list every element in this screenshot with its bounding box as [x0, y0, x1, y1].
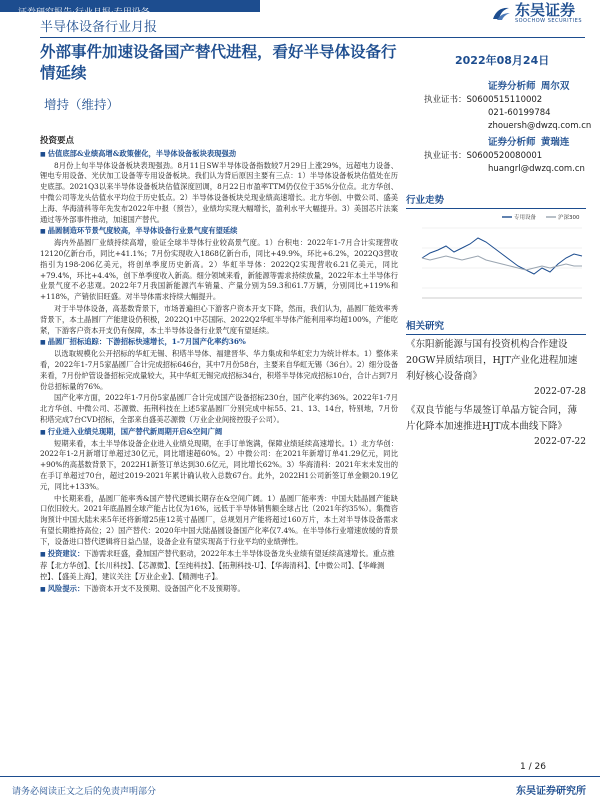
related-item[interactable]: 《东阳新能源与国有投资机构合作建设20GW异质结项目，HJT产业化进程加速利好核心设备商》 [406, 339, 578, 382]
risk-warning-label: 风险提示： [47, 583, 85, 593]
paragraph: 8月份上旬半导体设备板块表现强劲。8月11日SW半导体设备指数较7月29日上涨29%，远超电力设备、锂电专用设备、光伏加工设备等专用设备板块。我们认为背后原因主要有三点：1）半导体设备板块估值处在历史底部。2021Q3以来半导体设备板块估值深度回调，8月22日市盈率TTM仍仅位于35%分位点。北方华创、中微公司等龙头估值水平均位于历史低点。2）半导体设备板块兑现业绩高速增长。北方华创、中微公司、盛美上海、华海清科等年先发布2022年中报（预告），业绩均实现大幅增长，盈利水平大幅提升。3）美国芯片法案通过等外部事件推动，加速国产替代。 [40, 160, 398, 224]
trend-heading: 行业走势 [406, 192, 586, 209]
paragraph: 以选取规模化公开招标的华虹无锡、积塔半导体、福建晋华、华力集成和华虹宏力为统计样本。1）整体来看，2022年1-7月5家晶圆厂合计完成招标646台，其中7月份58台，主要来自华虹无锡（36台）。2）细分设备来看，7月份炉管设备招标完成量较大，其中华虹无锡完成招标34台，积塔半导体完成招标10台，合计占到7月份总招标量的76%。 [40, 349, 398, 391]
section-heading-fab-demand: ■ 晶圆制造环节景气度较高，半导体设备行业景气度有望延续 [40, 226, 398, 238]
section-heading-valuation: ■ 估值底部&业绩高增&政策催化，半导体设备板块表现强劲 [40, 149, 398, 161]
rating-label: 增持（维持） [44, 97, 120, 112]
risk-warning-text: 下游资本开支不及预期、设备国产化不及预期等。 [84, 583, 245, 593]
related-item[interactable]: 《双良节能与华晟签订单晶方锭合同，薄片化降本加速推进HJT成本曲线下降》 [406, 405, 578, 432]
risk-warning [40, 584, 398, 596]
brand-logo [491, 2, 582, 24]
investment-advice-text: 下游需求旺盛，叠加国产替代驱动，2022年本土半导体设备龙头业绩有望延续高速增长。重点推荐【北方华创】、【长川科技】、【芯源微】、【至纯科技】、【拓荆科技-U】、【华海清科】、【中微公司】、【华峰测控】、【盛美上海】，建议关注【万业企业】、【精测电子】。 [40, 549, 395, 582]
related-item-date: 2022-07-28 [534, 387, 586, 397]
paragraph: 对于半导体设备，高基数背景下，市场普遍担心下游客户资本开支下降，然而，我们认为，晶圆厂能效率秀背景下，本土晶圆厂产能建设仍积极，2022Q1中芯国际、2022Q2华虹半导体产能利用率均超100%，产能吃紧，下游客户资本开支仍有保障，本土半导体设备行业景气度有望延续。 [40, 303, 398, 335]
report-date: 2022年08月24日 [455, 54, 550, 67]
investment-points-label: 投资要点 [40, 136, 75, 146]
analyst-cert: 执业证书：S0600515110002 [424, 95, 543, 105]
analyst-card-1 [424, 80, 591, 133]
investment-advice [40, 549, 398, 582]
analyst-phone: 021-60199784 [488, 108, 551, 118]
analyst-email[interactable]: zhouersh@dwzq.com.cn [488, 121, 592, 131]
paragraph: 国产化率方面，2022年1-7月份5家晶圆厂合计完成国产设备招标230台，国产化率约36%。2022年1-7月北方华创、中微公司、芯源微、拓荆科技在上述5家晶圆厂分别完成中标55、21、13、14台，特别地，7月份积塔完成7台CVD招标，全部来自盛美芯源微（万业企业间接控股子公司）。 [40, 393, 398, 424]
analyst-card-2 [424, 136, 585, 176]
analyst-role: 证券分析师 [488, 81, 536, 92]
section-heading-tender-tracking: ■ 晶圆厂招标追踪：下游招标快速增长，1-7月国产化率约36% [40, 337, 398, 349]
report-title: 外部事件加速设备国产替代进程，看好半导体设备行情延续 [40, 43, 397, 82]
related-research [406, 318, 586, 453]
paragraph: 中长期来看，晶圆厂能率秀&国产替代逻辑长期存在&空间广阔。1）晶圆厂能率秀：中国大陆晶圆产能缺口依旧较大。2021年底晶圆全球产能占比仅为16%，远低于半导体销售额全球占比（2021年约35%）。集微咨询预计中国大陆未来5年还将新增25座12英寸晶圆厂，总规划月产能将超过160万片，本土对半导体设备需求有望长期维持高位；2）国产替代：2020年中国大陆晶圆设备国产化率仅7.4%。在半导体行业增速放缓的背景下，设备进口替代逻辑将日益凸显，设备企业有望实现高于行业平均的业绩弹性。 [40, 493, 398, 546]
trend-section [406, 192, 586, 209]
disclaimer-note[interactable]: 请务必阅读正文之后的免责声明部分 [12, 787, 157, 797]
footer-divider [0, 776, 600, 777]
report-category-text: 证券研究报告·行业月报·专用设备 [18, 8, 150, 18]
legend-series-1: 专用设备 [514, 215, 537, 221]
document-type: 半导体设备行业月报 [40, 20, 158, 35]
trend-chart [406, 208, 586, 308]
logo-text-en: SOOCHOW SECURITIES [514, 18, 582, 24]
related-item-date: 2022-07-22 [534, 437, 586, 447]
related-heading: 相关研究 [406, 318, 586, 335]
page-number: 1 / 26 [520, 762, 546, 772]
chart-gridlines [422, 228, 582, 288]
analyst-email[interactable]: huangrl@dwzq.com.cn [488, 164, 585, 174]
chart-legend [502, 213, 580, 221]
analyst-cert: 执业证书：S0600520080001 [424, 151, 543, 161]
report-category-band [0, 0, 260, 18]
analyst-name: 周尔双 [540, 81, 570, 92]
logo-mark-icon [491, 5, 511, 21]
logo-text-cn: 东吴证券 [514, 1, 575, 19]
report-body [40, 136, 398, 596]
analyst-name: 黄瑞连 [540, 137, 570, 148]
paragraph: 海内外晶圆厂业绩持续高增，验证全球半导体行业较高景气度。1）台积电：2022年1-7月合计实现营收12120亿新台币，同比+41.1%；7月份实现收入1868亿新台币，同比+49.9%，环比+6.2%，2022Q3营收指引为198-206亿美元，将创单季度历史新高。2）华虹半导体：2022Q2实现营收6.21亿美元，同比+79.4%，环比+4.4%，创下单季度收入新高。细分领域来看，新能源等需求持续放量，2022年本土半导体行业景气度不必悲观。2022年7月我国新能源汽车销量、产量分别为59.3和61.7万辆，分别同比+119%和+118%，产销依旧旺盛。对半导体需求持续大幅提升。 [40, 238, 398, 302]
investment-advice-label: 投资建议： [47, 549, 85, 559]
section-heading-localization: ■ 行业进入业绩兑现期，国产替代新周期开启&空间广阔 [40, 427, 398, 439]
research-institute: 东吴证券研究所 [516, 786, 586, 797]
header-divider [40, 37, 585, 38]
analyst-role: 证券分析师 [488, 137, 536, 148]
paragraph: 短期来看，本土半导体设备企业进入业绩兑现期，在手订单饱满，保障业绩延续高速增长。1）北方华创：2022年1-2月新增订单超过30亿元，同比增速超60%。2）中微公司：在2021年新增订单41.29亿元，同比+90%的高基数背景下，2022H1新签订单达到30.6亿元，同比增长62%。3）华海清科：2021年末未发出的在手订单超过70台，超过2019-2021年累计确认收入总数67台。此外，2022H1公司新签订单金额20.19亿元，同比+133%。 [40, 438, 398, 491]
legend-series-2: 沪深300 [558, 215, 580, 221]
